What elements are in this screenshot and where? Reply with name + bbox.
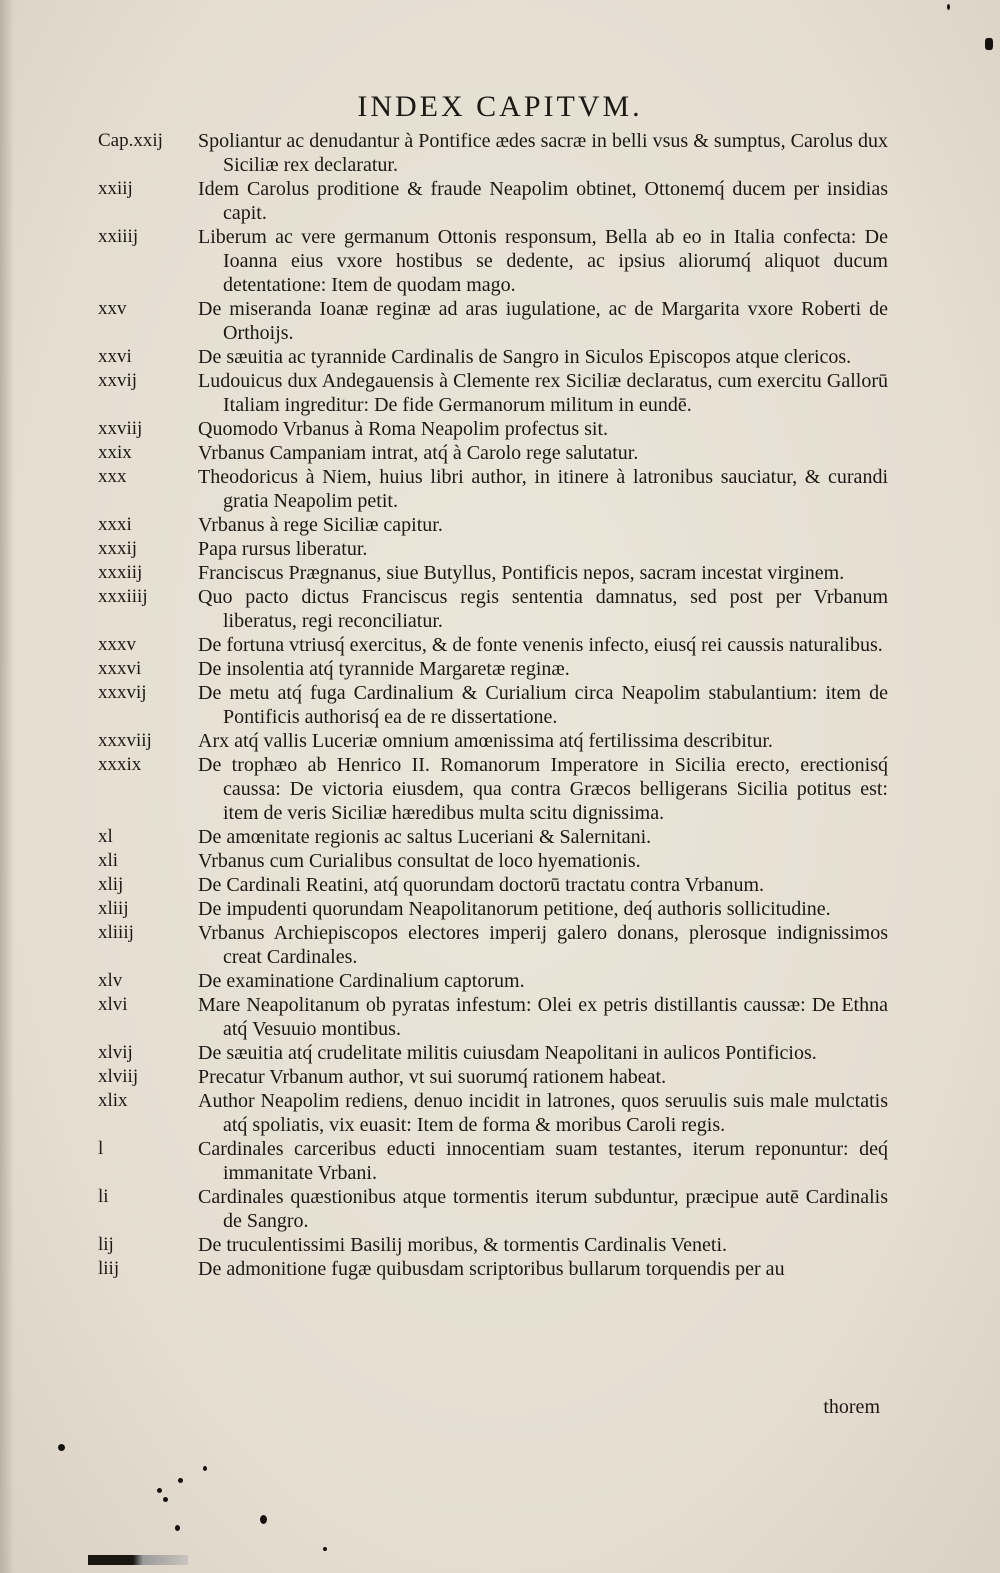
- index-entry: [98, 849, 888, 873]
- chapter-summary: De Cardinali Reatini, atq́ quorundam doctorū tractatu contra Vrbanum.: [198, 874, 765, 896]
- chapter-number: xxvi: [98, 346, 132, 367]
- chapter-number: xxviij: [98, 418, 143, 439]
- chapter-summary: Papa rursus liberatur.: [198, 538, 368, 560]
- ink-speck: [323, 1547, 327, 1551]
- chapter-summary: De impudenti quorundam Neapolitanorum petitione, deq́ authoris sollicitudine.: [198, 898, 831, 920]
- ink-speck: [163, 1497, 168, 1502]
- chapter-summary: De admonitione fugæ quibusdam scriptoribus bullarum torquendis per au: [198, 1258, 785, 1280]
- ink-speck: [178, 1478, 183, 1483]
- catchword: thorem: [823, 1396, 880, 1418]
- chapter-number: xxiij: [98, 178, 133, 199]
- chapter-number: xxxi: [98, 514, 132, 535]
- page-gutter-shadow: [0, 0, 14, 1573]
- index-entry: [98, 441, 888, 465]
- index-entry: [98, 681, 888, 729]
- chapter-number: xxxiiij: [98, 586, 148, 607]
- chapter-summary: Author Neapolim rediens, denuo incidit in latrones, quos seruulis suis male mulctatis atq́ spoliatis, vix euasit: Item de forma & moribus Caroli regis.: [198, 1090, 888, 1136]
- index-entry: [98, 729, 888, 753]
- index-entry: [98, 657, 888, 681]
- chapter-summary: Cardinales carceribus educti innocentiam suam testantes, iterum reponuntur: deq́ immanitate Vrbani.: [198, 1138, 888, 1184]
- ink-speck: [58, 1444, 65, 1451]
- chapter-summary: Ludouicus dux Andegauensis à Clemente rex Siciliæ declaratus, cum exercitu Gallorū Italiam ingreditur: De fide Germanorum militum in eundē.: [198, 370, 888, 416]
- chapter-summary: Precatur Vrbanum author, vt sui suorumq́ rationem habeat.: [198, 1066, 667, 1088]
- chapter-summary: De examinatione Cardinalium captorum.: [198, 970, 525, 992]
- chapter-number: lij: [98, 1234, 114, 1255]
- chapter-summary: Vrbanus Campaniam intrat, atq́ à Carolo rege salutatur.: [198, 442, 639, 464]
- scan-edge-strip: [88, 1555, 188, 1565]
- chapter-number: xlv: [98, 970, 123, 991]
- chapter-number: xxiiij: [98, 226, 139, 247]
- index-entry: [98, 561, 888, 585]
- chapter-summary: De miseranda Ioanæ reginæ ad aras iugulatione, ac de Margarita vxore Roberti de Orthoijs.: [198, 298, 888, 344]
- index-entry: [98, 417, 888, 441]
- chapter-summary: Quomodo Vrbanus à Roma Neapolim profectus sit.: [198, 418, 609, 440]
- index-entry: [98, 177, 888, 225]
- index-entry: [98, 897, 888, 921]
- chapter-summary: Spoliantur ac denudantur à Pontifice ædes sacræ in belli vsus & sumptus, Carolus dux Siciliæ rex declaratur.: [198, 130, 888, 176]
- chapter-summary: Vrbanus à rege Siciliæ capitur.: [198, 514, 443, 536]
- chapter-number: xlvi: [98, 994, 128, 1015]
- index-entry: [98, 585, 888, 633]
- chapter-summary: De truculentissimi Basilij moribus, & tormentis Cardinalis Veneti.: [198, 1234, 728, 1256]
- chapter-number: li: [98, 1186, 109, 1207]
- index-entry: [98, 993, 888, 1041]
- chapter-number: xl: [98, 826, 113, 847]
- index-entry: [98, 1185, 888, 1233]
- chapter-number: xlviij: [98, 1066, 139, 1087]
- index-entry: [98, 465, 888, 513]
- index-entry: [98, 969, 888, 993]
- chapter-number: xxxiij: [98, 562, 143, 583]
- chapter-number: xxvij: [98, 370, 138, 391]
- chapter-index-list: [98, 129, 888, 1281]
- ink-speck: [985, 38, 993, 50]
- ink-speck: [260, 1515, 267, 1524]
- index-entry: [98, 1041, 888, 1065]
- chapter-summary: De amœnitate regionis ac saltus Luceriani & Salernitani.: [198, 826, 652, 848]
- index-entry: [98, 753, 888, 825]
- ink-speck: [203, 1466, 207, 1471]
- chapter-number: xxxvij: [98, 682, 147, 703]
- chapter-number: xxxix: [98, 754, 142, 775]
- index-entry: [98, 345, 888, 369]
- ink-speck: [175, 1525, 180, 1531]
- index-entry: [98, 369, 888, 417]
- chapter-number: Cap.xxij: [98, 130, 163, 151]
- chapter-number: xxxviij: [98, 730, 152, 751]
- chapter-summary: De trophæo ab Henrico II. Romanorum Imperatore in Sicilia erecto, erectionisq́ caussa: De victoria eiusdem, qua contra Græcos belligerans Sicilia potitus est: item de veris Siciliæ hæredibus multa scitu dignissima.: [198, 754, 888, 824]
- index-entry: [98, 825, 888, 849]
- chapter-number: xxv: [98, 298, 127, 319]
- ink-speck: [947, 4, 950, 10]
- index-entry: [98, 1137, 888, 1185]
- chapter-summary: De sæuitia ac tyrannide Cardinalis de Sangro in Siculos Episcopos atque clericos.: [198, 346, 852, 368]
- chapter-number: xlvij: [98, 1042, 133, 1063]
- ink-speck: [157, 1488, 162, 1493]
- chapter-summary: De insolentia atq́ tyrannide Margaretæ reginæ.: [198, 658, 570, 680]
- page-title: INDEX CAPITVM.: [357, 90, 643, 123]
- chapter-summary: Vrbanus cum Curialibus consultat de loco hyemationis.: [198, 850, 641, 872]
- index-entry: [98, 1089, 888, 1137]
- index-entry: [98, 129, 888, 177]
- chapter-number: xliij: [98, 898, 129, 919]
- chapter-summary: Arx atq́ vallis Luceriæ omnium amœnissima atq́ fertilissima describitur.: [198, 730, 773, 752]
- chapter-number: xli: [98, 850, 119, 871]
- index-entry: [98, 873, 888, 897]
- index-entry: [98, 921, 888, 969]
- index-entry: [98, 1233, 888, 1257]
- chapter-number: xxxv: [98, 634, 136, 655]
- index-entry: [98, 225, 888, 297]
- chapter-summary: De fortuna vtriusq́ exercitus, & de fonte venenis infecto, eiusq́ rei caussis naturalibus.: [198, 634, 883, 656]
- chapter-summary: Franciscus Prægnanus, siue Butyllus, Pontificis nepos, sacram incestat virginem.: [198, 562, 845, 584]
- chapter-summary: Theodoricus à Niem, huius libri author, in itinere à latronibus sauciatur, & curandi gratia Neapolim petit.: [198, 466, 888, 512]
- chapter-number: xliiij: [98, 922, 134, 943]
- index-entry: [98, 513, 888, 537]
- chapter-number: xxix: [98, 442, 132, 463]
- index-entry: [98, 1065, 888, 1089]
- index-entry: [98, 297, 888, 345]
- chapter-summary: Idem Carolus proditione & fraude Neapolim obtinet, Ottonemq́ ducem per insidias capit.: [198, 178, 888, 224]
- index-entry: [98, 1257, 888, 1281]
- chapter-number: l: [98, 1138, 104, 1159]
- chapter-summary: Vrbanus Archiepiscopos electores imperij galero donans, plerosque indignissimos creat Cardinales.: [198, 922, 888, 968]
- index-entry: [98, 633, 888, 657]
- chapter-summary: Quo pacto dictus Franciscus regis sententia damnatus, sed post per Vrbanum liberatus, regi reconciliatur.: [198, 586, 888, 632]
- chapter-summary: Mare Neapolitanum ob pyratas infestum: Olei ex petris distillantis caussæ: De Ethna atq́ Vesuuio montibus.: [198, 994, 888, 1040]
- index-entry: [98, 537, 888, 561]
- chapter-number: xlix: [98, 1090, 128, 1111]
- chapter-number: xxxvi: [98, 658, 142, 679]
- chapter-summary: Cardinales quæstionibus atque tormentis iterum subduntur, præcipue autē Cardinalis de Sangro.: [198, 1186, 888, 1232]
- chapter-summary: Liberum ac vere germanum Ottonis responsum, Bella ab eo in Italia confecta: De Ioanna eius vxore hostibus se dedente, ac ipsius aliorumq́ aliquot ducum detentatione: Item de quodam mago.: [198, 226, 888, 296]
- chapter-number: xlij: [98, 874, 124, 895]
- chapter-number: liij: [98, 1258, 120, 1279]
- chapter-number: xxx: [98, 466, 127, 487]
- chapter-summary: De sæuitia atq́ crudelitate militis cuiusdam Neapolitani in aulicos Pontificios.: [198, 1042, 817, 1064]
- chapter-summary: De metu atq́ fuga Cardinalium & Curialium circa Neapolim stabulantium: item de Pontificis authorisq́ ea de re dissertatione.: [198, 682, 888, 728]
- chapter-number: xxxij: [98, 538, 138, 559]
